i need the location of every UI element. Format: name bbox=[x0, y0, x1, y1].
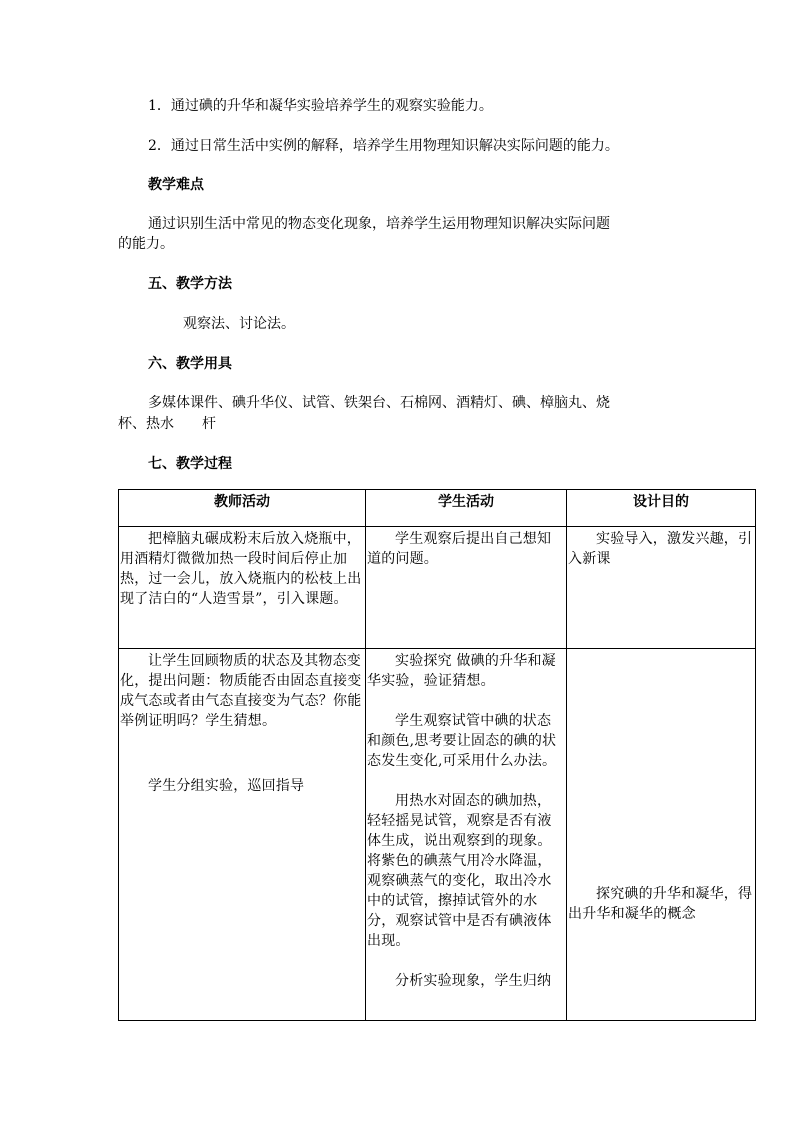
table-cell-teacher bbox=[119, 649, 366, 1021]
table-header-row bbox=[119, 490, 756, 527]
process-table bbox=[118, 489, 756, 1021]
tools-text-line2: 杯、热水 杆 bbox=[118, 416, 216, 432]
methods-heading: 五、教学方法 bbox=[148, 276, 232, 292]
table-cell-purpose bbox=[567, 527, 756, 649]
column-header-teacher: 教师活动 bbox=[119, 490, 366, 527]
row2-teacher-text-2: 学生分组实验，巡回指导 bbox=[148, 778, 305, 794]
row2-student-text-1: 实验探究 做碘的升华和凝华实验，验证猜想。 bbox=[367, 653, 556, 689]
goal-item-2: 2．通过日常生活中实例的解释，培养学生用物理知识解决实际问题的能力。 bbox=[148, 138, 619, 154]
row2-student-text-4: 分析实验现象，学生归纳 bbox=[395, 973, 552, 989]
methods-text: 观察法、讨论法。 bbox=[183, 316, 295, 332]
tools-text-line1: 多媒体课件、碘升华仪、试管、铁架台、石棉网、酒精灯、碘、樟脑丸、烧 bbox=[148, 395, 610, 411]
difficulty-text-line1: 通过识别生活中常见的物态变化现象，培养学生运用物理知识解决实际问题 bbox=[148, 216, 610, 232]
table-cell-purpose bbox=[567, 649, 756, 1021]
row2-teacher-text-1: 让学生回顾物质的状态及其物态变化，提出问题：物质能否由固态直接变成气态或者由气态直接变为气态？你能举例证明吗？学生猜想。 bbox=[120, 653, 362, 729]
column-header-purpose: 设计目的 bbox=[567, 490, 756, 527]
row2-student-text-3: 用热水对固态的碘加热，轻轻摇晃试管，观察是否有液体生成，说出观察到的现象。将紫色的碘蒸气用冷水降温，观察碘蒸气的变化，取出冷水中的试管，擦掉试管外的水分，观察试管中是否有碘液体出现。 bbox=[367, 793, 552, 949]
table-row bbox=[119, 649, 756, 1021]
row2-student-text-2: 学生观察试管中碘的状态和颜色,思考要让固态的碘的状态发生变化,可采用什么办法。 bbox=[367, 713, 557, 769]
column-header-student: 学生活动 bbox=[366, 490, 567, 527]
tools-heading: 六、教学用具 bbox=[148, 356, 232, 372]
row1-student-text: 学生观察后提出自己想知道的问题。 bbox=[367, 531, 552, 567]
table-cell-student bbox=[366, 649, 567, 1021]
row2-purpose-text: 探究碘的升华和凝华，得出升华和凝华的概念 bbox=[568, 886, 753, 922]
process-heading: 七、教学过程 bbox=[148, 456, 232, 472]
row1-purpose-text: 实验导入，激发兴趣，引入新课 bbox=[568, 531, 753, 567]
table-cell-teacher bbox=[119, 527, 366, 649]
difficulty-text-line2: 的能力。 bbox=[118, 236, 174, 252]
row1-teacher-text: 把樟脑丸碾成粉末后放入烧瓶中，用酒精灯微微加热一段时间后停止加热，过一会儿，放入烧瓶内的松枝上出现了洁白的“人造雪景”，引入课题。 bbox=[120, 531, 362, 607]
goal-item-1: 1．通过碘的升华和凝华实验培养学生的观察实验能力。 bbox=[148, 98, 493, 114]
table-row bbox=[119, 527, 756, 649]
difficulty-heading: 教学难点 bbox=[148, 177, 204, 193]
table-cell-student bbox=[366, 527, 567, 649]
